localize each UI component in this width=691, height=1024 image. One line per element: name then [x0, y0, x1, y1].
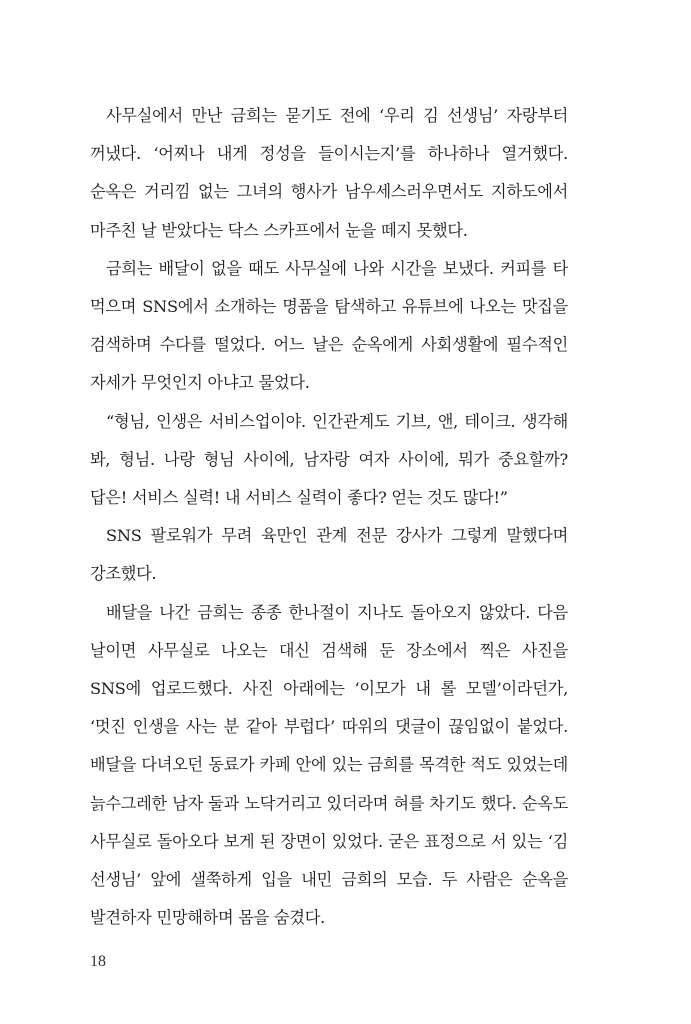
paragraph-4: SNS 팔로워가 무려 육만인 관계 전문 강사가 그렇게 말했다며 강조했다. — [90, 526, 568, 584]
paragraph-5: 배달을 나간 금희는 종종 한나절이 지나도 돌아오지 않았다. 다음 날이면 사무실로 나오는 대신 검색해 둔 장소에서 찍은 사진을 SNS에 업로드했다. 사진 아래에는 ‘이모가 내 롤 모델’이라던가, ‘멋진 인생을 사는 분 같아 부럽다’ 따위의 댓글이 끊임없이 붙었다. 배달을 다녀오던 동료가 카페 안에 있는 금희를 목격한 적도 있었는데 늙수그레한 남자 둘과 노닥거리고 있더라며 혀를 차기도 했다. 순옥도 사무실로 돌아오다 보게 된 장면이 있었다. 굳은 표정으로 서 있는 ‘김 선생님’ 앞에 샐쭉하게 입을 내민 금희의 모습. 두 사람은 순옥을 발견하자 민망해하며 몸을 숨겼다. — [90, 602, 568, 928]
paragraph-2: 금희는 배달이 없을 때도 사무실에 나와 시간을 보냈다. 커피를 타 먹으며 SNS에서 소개하는 명품을 탐색하고 유튜브에 나오는 맛집을 검색하며 수다를 떨었다. 어느 날은 순옥에게 사회생활에 필수적인 자세가 무엇인지 아냐고 물었다. — [90, 258, 568, 393]
page-number: 18 — [90, 953, 106, 970]
paragraph-3-quote: “형님, 인생은 서비스업이야. 인간관계도 기브, 앤, 테이크. 생각해 봐, 형님. 나랑 형님 사이에, 남자랑 여자 사이에, 뭐가 중요할까? 답은! 서비스 실력! 내 서비스 실력이 좋다? 얻는 것도 많다!” — [90, 411, 568, 508]
paragraph-1: 사무실에서 만난 금희는 묻기도 전에 ‘우리 김 선생님’ 자랑부터 꺼냈다. ‘어찌나 내게 정성을 들이시는지’를 하나하나 열거했다. 순옥은 거리낌 없는 그녀의 행사가 남우세스러우면서도 지하도에서 마주친 날 받았다는 닥스 스카프에서 눈을 떼지 못했다. — [90, 106, 568, 240]
body-text — [90, 97, 568, 937]
